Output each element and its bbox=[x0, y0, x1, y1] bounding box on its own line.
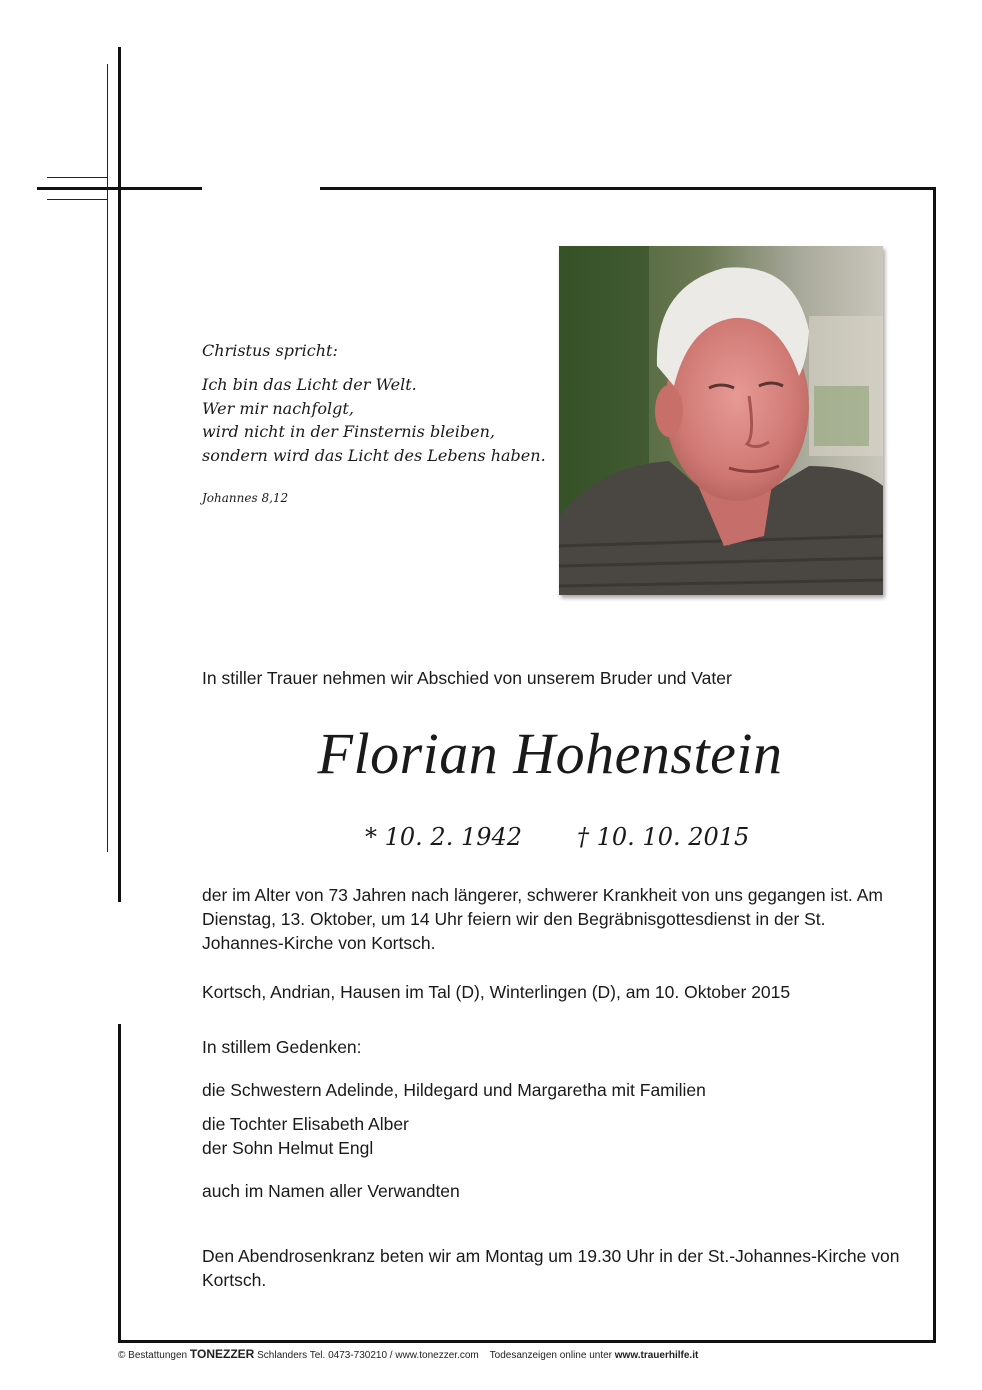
verse-line: Ich bin das Licht der Welt. bbox=[202, 375, 417, 394]
deceased-name: Florian Hohenstein bbox=[317, 721, 783, 786]
cross-inner-line-vertical bbox=[107, 64, 108, 852]
birth-date: * 10. 2. 1942 bbox=[365, 823, 523, 851]
footer-online-site: www.trauerhilfe.it bbox=[614, 1350, 699, 1361]
verse-line: sondern wird das Licht des Lebens haben. bbox=[202, 445, 546, 465]
portrait-illustration bbox=[559, 246, 883, 595]
death-date: † 10. 10. 2015 bbox=[577, 823, 750, 851]
portrait-photo bbox=[559, 246, 883, 595]
footer-copyright: © Bestattungen bbox=[118, 1350, 188, 1361]
rosary-notice: Den Abendrosenkranz beten wir am Montag um 19.30 Uhr in der St.-Johannes-Kirche von Kortsch. bbox=[202, 1246, 900, 1290]
cross-horizontal-bar bbox=[37, 187, 202, 190]
footer-company: TONEZZER bbox=[189, 1347, 255, 1361]
footer bbox=[118, 1347, 698, 1361]
place-and-date: Kortsch, Andrian, Hausen im Tal (D), Winterlingen (D), am 10. Oktober 2015 bbox=[202, 982, 791, 1002]
mourners-children bbox=[202, 1112, 409, 1160]
verse-line: wird nicht in der Finsternis bleiben, bbox=[202, 422, 495, 441]
cross-inner-line-top bbox=[47, 177, 107, 178]
funeral-details-paragraph: der im Alter von 73 Jahren nach längerer, schwerer Krankheit von uns gegangen ist. Am Dienstag, 13. Oktober, um 14 Uhr feiern wir den Begräbnisgottesdienst in der St. Johannes-Kirche von Kortsch. bbox=[202, 885, 883, 953]
mourners-relatives: auch im Namen aller Verwandten bbox=[202, 1181, 460, 1201]
verse-reference: Johannes 8,12 bbox=[202, 491, 289, 505]
verse-intro: Christus spricht: bbox=[202, 341, 338, 360]
announcement-intro: In stiller Trauer nehmen wir Abschied von unserem Bruder und Vater bbox=[202, 668, 732, 688]
cross-vertical-bar bbox=[118, 47, 121, 902]
footer-online-label: Todesanzeigen online unter bbox=[489, 1350, 612, 1361]
frame-left-border-lower bbox=[118, 1024, 121, 1343]
footer-contact: Schlanders Tel. 0473-730210 / www.tonezzer.com bbox=[257, 1350, 479, 1361]
frame-top-border bbox=[320, 187, 936, 190]
mourner-son: der Sohn Helmut Engl bbox=[202, 1138, 374, 1158]
verse-line: Wer mir nachfolgt, bbox=[202, 398, 354, 418]
mourner-daughter: die Tochter Elisabeth Alber bbox=[202, 1114, 409, 1134]
cross-inner-line-bottom bbox=[47, 199, 107, 200]
bible-verse bbox=[202, 373, 546, 467]
mourners-sisters: die Schwestern Adelinde, Hildegard und Margaretha mit Familien bbox=[202, 1080, 706, 1100]
remembrance-label: In stillem Gedenken: bbox=[202, 1037, 362, 1057]
frame-bottom-border bbox=[118, 1340, 936, 1343]
